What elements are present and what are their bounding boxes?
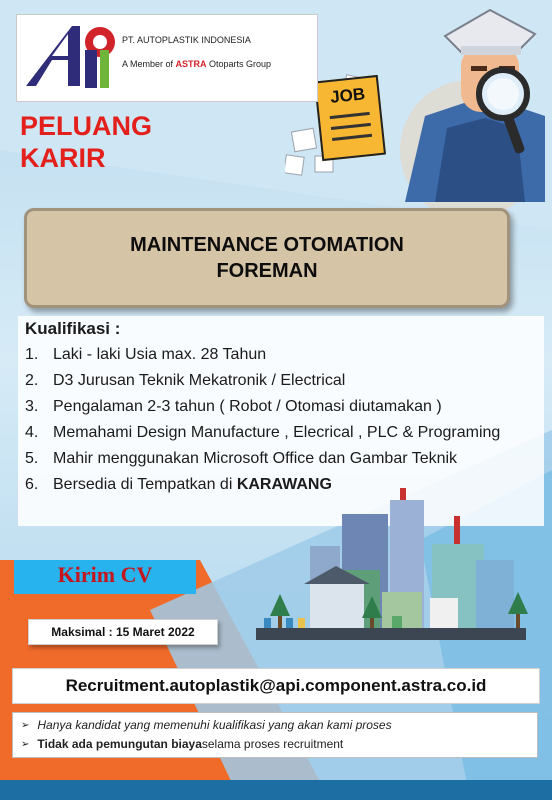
company-name: PT. AUTOPLASTIK INDONESIA (122, 35, 251, 45)
qualifications-heading: Kualifikasi : (25, 319, 121, 338)
qualification-item: 6. Bersedia di Tempatkan di KARAWANG (25, 476, 332, 493)
job-sign-label: JOB (329, 84, 367, 107)
qualifications-list (25, 345, 533, 501)
city-illustration (250, 488, 532, 642)
arrow-bullet-icon: ➢ (21, 720, 30, 731)
qualification-item: 3. Pengalaman 2-3 tahun ( Robot / Otomasi diutamakan ) (25, 398, 442, 415)
location-highlight: KARAWANG (236, 476, 332, 493)
arrow-bullet-icon: ➢ (21, 739, 30, 750)
notes-box (12, 712, 538, 758)
bottom-band (0, 780, 552, 800)
astra-highlight: ASTRA (175, 59, 207, 69)
headline-line-1: PELUANG (20, 111, 153, 141)
position-title-box (24, 208, 510, 308)
qualification-item: 5. Mahir menggunakan Microsoft Office dan Gambar Teknik (25, 450, 458, 467)
headline (20, 110, 152, 174)
position-title-line-1: MAINTENANCE OTOMATION (130, 234, 404, 256)
headline-line-2: KARIR (20, 143, 106, 173)
deadline-box: Maksimal : 15 Maret 2022 (28, 619, 218, 645)
member-line (122, 59, 271, 69)
note-item: ➢ Tidak ada pemungutan biaya selama proses recruitment (21, 735, 529, 754)
position-title-line-2: FOREMAN (216, 260, 318, 282)
recruitment-email[interactable]: Recruitment.autoplastik@api.component.astra.co.id (12, 668, 540, 704)
qualification-item: 2. D3 Jurusan Teknik Mekatronik / Electrical (25, 372, 346, 389)
kirim-cv-label: Kirim CV (57, 562, 153, 587)
qualification-item: 4. Memahami Design Manufacture , Elecrical , PLC & Programing (25, 424, 501, 441)
member-prefix: A Member of (122, 59, 176, 69)
member-suffix: Otoparts Group (206, 59, 272, 69)
note-item: ➢ Hanya kandidat yang memenuhi kualifikasi yang akan kami proses (21, 716, 529, 735)
qualification-item: 1. Laki - laki Usia max. 28 Tahun (25, 346, 267, 363)
api-logo-icon (22, 20, 122, 92)
job-sign (314, 75, 386, 161)
